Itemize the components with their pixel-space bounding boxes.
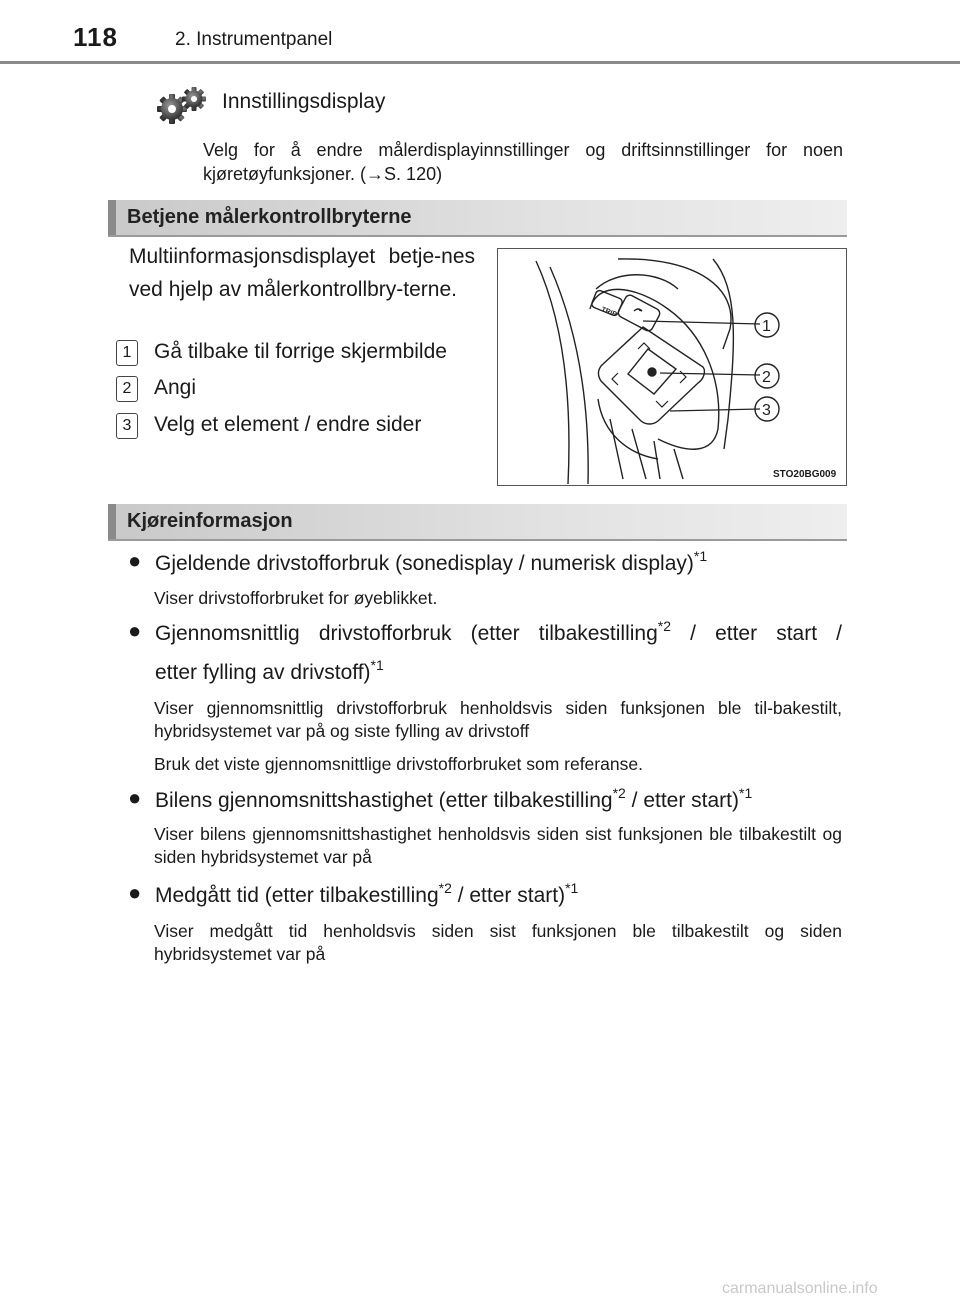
- chapter-title: 2. Instrumentpanel: [175, 29, 333, 50]
- steering-switch-illustration: [497, 248, 847, 486]
- figure-label-1: 1: [762, 318, 771, 335]
- item-title-current-fuel: Gjeldende drivstofforbruk (sonedisplay / numerisk display)$^{*1}$: [155, 548, 708, 575]
- section-accent: [108, 200, 116, 235]
- section-title: Betjene målerkontrollbryterne: [127, 206, 412, 228]
- item-desc-average-speed: Viser bilens gjennomsnittshastighet henholdsvis siden sist funksjonen ble tilbakestilt og siden hybridsystemet var på: [154, 824, 842, 867]
- item-desc-elapsed-time: Viser medgått tid henholdsvis siden sist funksjonen ble tilbakestilt og siden hybridsystemet var på: [154, 921, 842, 964]
- item-title-average-fuel: Gjennomsnittlig drivstofforbruk (etter tilbakestilling$^{*2}$ / etter start /: [155, 618, 842, 645]
- section-header-meter-switches: [108, 200, 847, 237]
- callout-text-1: Gå tilbake til forrige skjermbilde: [154, 340, 447, 363]
- item-title-elapsed-time: Medgått tid (etter tilbakestilling$^{*2}$ / etter start)$^{*1}$: [155, 880, 579, 907]
- watermark: carmanualsonline.info: [722, 1280, 878, 1297]
- bullet-marker: ●: [128, 880, 142, 905]
- item-desc-current-fuel: Viser drivstofforbruket for øyeblikket.: [154, 588, 438, 608]
- section-header-driving-info: [108, 504, 847, 541]
- trip-label: TRIP: [600, 306, 618, 319]
- bullet-marker: ●: [128, 548, 142, 573]
- callout-text-3: Velg et element / endre sider: [154, 413, 422, 436]
- steering-switch-drawing: [498, 249, 845, 484]
- item-title-average-fuel-cont: etter fylling av drivstoff)$^{*1}$: [155, 657, 384, 684]
- bullet-marker: ●: [128, 785, 142, 810]
- header-divider: [0, 61, 960, 64]
- figure-code: STO20BG009: [773, 469, 837, 480]
- settings-description: Velg for å endre målerdisplayinnstillinger og driftsinnstillinger for noen kjøretøyfunksjoner. (→S. 120): [203, 140, 843, 184]
- figure-label-2: 2: [762, 369, 771, 386]
- intro-text: Multiinformasjonsdisplayet betje-nes ved hjelp av målerkontrollbry-terne.: [129, 245, 475, 301]
- settings-title: Innstillingsdisplay: [222, 90, 386, 113]
- item-title-average-speed: Bilens gjennomsnittshastighet (etter tilbakestilling$^{*2}$ / etter start)$^{*1}$: [155, 785, 753, 812]
- callout-number-3: 3: [116, 413, 138, 439]
- callout-number-2: 2: [116, 376, 138, 402]
- figure-label-3: 3: [762, 402, 771, 419]
- gear-icon: [155, 84, 209, 128]
- section-accent: [108, 504, 116, 539]
- item-desc-average-fuel: Viser gjennomsnittlig drivstofforbruk henholdsvis siden funksjonen ble til-bakestilt, hybridsystemet var på og siste fylling av drivstoff: [154, 698, 842, 741]
- page-number: 118: [73, 22, 118, 52]
- bullet-marker: ●: [128, 618, 142, 643]
- callout-text-2: Angi: [154, 376, 197, 399]
- section-title: Kjøreinformasjon: [127, 510, 293, 532]
- item-desc-average-fuel-reference: Bruk det viste gjennomsnittlige drivstofforbruket som referanse.: [154, 754, 643, 774]
- callout-number-1: 1: [116, 340, 138, 366]
